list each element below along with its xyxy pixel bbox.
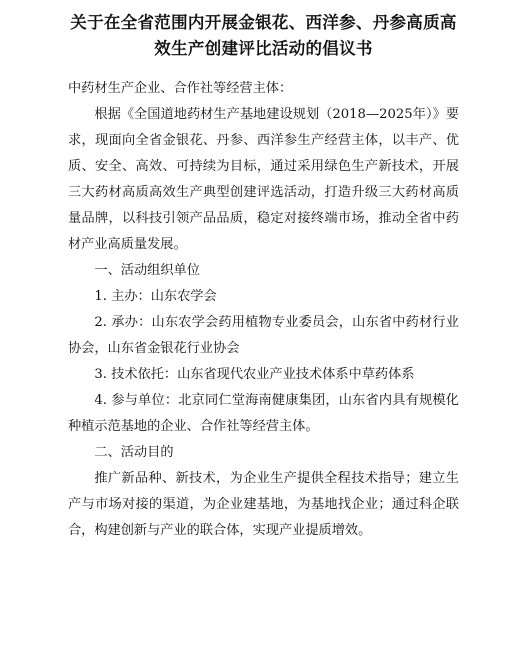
organizer-item-host: 1. 主办：山东农学会 — [94, 289, 217, 304]
title-line-2: 效生产创建评比活动的倡议书 — [154, 39, 373, 58]
document-body — [68, 76, 459, 544]
organizer-item-participants: 4. 参与单位：北京同仁堂海南健康集团，山东省内具有规模化种植示范基地的企业、合作社等经营主体。 — [68, 393, 459, 434]
organizer-item-undertaker: 2. 承办：山东农学会药用植物专业委员会，山东省中药材行业协会，山东省金银花行业协会 — [68, 315, 459, 356]
document-title — [68, 10, 459, 62]
intro-paragraph: 根据《全国道地药材生产基地建设规划（2018—2025年）》要求，现面向全省金银花、丹参、西洋参生产经营主体，以丰产、优质、安全、高效、可持续为目标，通过采用绿色生产新技术，开展三大药材高质高效生产典型创建评选活动，打造升级三大药材高质量品牌，以科技引领产品品质，稳定对接终端市场，推动全省中药材产业高质量发展。 — [68, 107, 459, 252]
purpose-paragraph: 推广新品种、新技术，为企业生产提供全程技术指导；建立生产与市场对接的渠道，为企业建基地，为基地找企业；通过科企联合，构建创新与产业的联合体，实现产业提质增效。 — [68, 471, 459, 538]
section-heading-organizers: 一、活动组织单位 — [94, 263, 200, 278]
title-line-1: 关于在全省范围内开展金银花、西洋参、丹参高质高 — [70, 13, 457, 32]
organizer-item-technical-support: 3. 技术依托：山东省现代农业产业技术体系中草药体系 — [94, 367, 415, 382]
salutation: 中药材生产企业、合作社等经营主体： — [68, 81, 293, 96]
section-heading-purpose: 二、活动目的 — [94, 445, 174, 460]
